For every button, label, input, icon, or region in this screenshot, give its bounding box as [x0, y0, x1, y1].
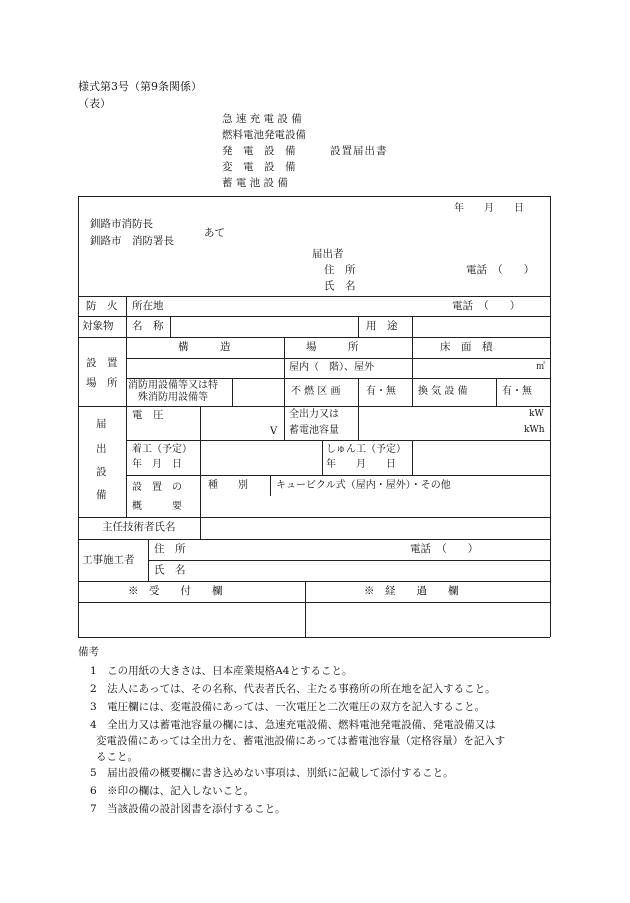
rule — [412, 337, 413, 406]
rule — [78, 316, 550, 317]
fire-target-label-1: 防 火 — [86, 300, 118, 312]
kwh-unit: kWh — [524, 425, 545, 435]
rule — [284, 337, 285, 406]
notifier-label: 届出者 — [312, 248, 344, 260]
note-item-cont: 変電設備にあっては全出力を、蓄電池設備にあっては蓄電池容量（定格容量）を記入す — [96, 735, 506, 747]
notes-heading: 備考 — [78, 646, 99, 658]
equipment-label-1: 届 — [96, 418, 107, 430]
equipment-label-2: 出 — [96, 443, 107, 455]
form-number: 様式第3号（第9条関係） — [78, 80, 202, 93]
rule — [126, 378, 550, 379]
receipt-column-header: ※ 受 付 欄 — [128, 585, 223, 597]
rule — [550, 196, 551, 637]
rule — [78, 337, 550, 338]
rule — [305, 581, 306, 637]
volt-unit: V — [270, 426, 278, 437]
rule — [78, 517, 550, 518]
addressee-station-chief: 釧路市 消防署長 — [90, 235, 174, 247]
contractor-label: 工事施工者 — [82, 554, 135, 566]
rule — [270, 475, 271, 496]
rule — [78, 196, 550, 197]
notifier-name-label: 氏 名 — [324, 280, 356, 292]
voltage-label: 電 圧 — [132, 409, 164, 421]
indoor-outdoor-field: 屋内（ 階）、屋外 — [289, 362, 374, 373]
install-place-label-1: 設 置 — [86, 357, 118, 369]
notifier-address-label: 住 所 — [324, 264, 356, 276]
fire-target-label-2: 対象物 — [82, 320, 114, 332]
ventilation-label: 換 気 設 備 — [418, 386, 468, 397]
completion-date-ymd: 年 月 日 — [326, 459, 396, 470]
location-phone-label: 電話 （ ） — [452, 300, 521, 312]
rule — [412, 440, 413, 475]
progress-column-header: ※ 経 過 欄 — [364, 585, 459, 597]
rule — [200, 406, 201, 517]
place-header: 場 所 — [306, 341, 359, 353]
kind-label: 種 別 — [208, 480, 248, 491]
ate-label: あて — [204, 227, 225, 239]
use-label: 用 途 — [366, 320, 398, 332]
rule — [78, 196, 79, 637]
name-label: 名 称 — [132, 320, 164, 332]
note-item: 1 この用紙の大きさは、日本産業規格A4とすること。 — [90, 665, 353, 677]
note-item-cont: ること。 — [96, 751, 138, 763]
note-item: 2 法人にあっては、その名称、代表者氏名、主たる事務所の所在地を記入すること。 — [90, 683, 496, 695]
addressee-fire-chief: 釧路市消防長 — [90, 218, 153, 230]
title-option-1: 急 速 充 電 設 備 — [222, 113, 302, 125]
rule — [126, 296, 127, 517]
rule — [78, 637, 550, 638]
notifier-phone-label: 電話 （ ） — [466, 264, 535, 276]
chief-engineer-label: 主任技術者氏名 — [102, 521, 176, 533]
kw-unit: kW — [529, 409, 544, 419]
equipment-label-3: 設 — [96, 466, 107, 478]
title-option-2: 燃料電池発電設備 — [222, 129, 306, 141]
total-output-label-1: 全出力又は — [289, 409, 339, 420]
outline-label-1: 設 置 の — [132, 482, 182, 493]
note-item: 5 届出設備の概要欄に書き込めない事項は、別紙に記載して添付すること。 — [90, 767, 454, 779]
note-item: 6 ※印の欄は、記入しないこと。 — [90, 785, 255, 797]
rule — [148, 560, 550, 561]
floor-area-header: 床 面 積 — [440, 341, 493, 353]
kind-value: キュービクル式（屋内・屋外）・その他 — [276, 480, 451, 491]
outline-label-2: 概 要 — [132, 501, 182, 512]
contractor-phone-label: 電話 （ ） — [410, 543, 479, 555]
rule — [358, 316, 359, 337]
structure-header: 構 造 — [178, 341, 231, 353]
contractor-name-label: 氏 名 — [154, 564, 186, 576]
square-meter-unit: ㎡ — [536, 362, 546, 372]
contractor-address-label: 住 所 — [154, 543, 186, 555]
rule — [170, 316, 171, 337]
rule — [358, 378, 359, 406]
rule — [232, 378, 233, 406]
rule — [358, 406, 359, 440]
note-item: 4 全出力又は蓄電池容量の欄には、急速充電設備、燃料電池発電設備、発電設備又は — [90, 719, 496, 731]
rule — [78, 581, 550, 582]
location-label: 所在地 — [132, 300, 164, 312]
rule — [78, 602, 550, 603]
title-option-4: 変 電 設 備 — [222, 161, 296, 173]
side-label: （表） — [78, 97, 111, 110]
rule — [200, 517, 201, 539]
install-place-label-2: 場 所 — [86, 377, 118, 389]
start-date-label: 着工（予定） — [132, 444, 192, 455]
rule — [148, 539, 149, 581]
ventilation-yes-no: 有・無 — [502, 386, 532, 397]
nonflammable-section-label: 不 燃 区 画 — [291, 386, 341, 397]
note-item: 3 電圧欄には、変電設備にあっては、一次電圧と二次電圧の双方を記入すること。 — [90, 701, 486, 713]
fire-equipment-label-2: 殊消防用設備等 — [138, 392, 208, 403]
title-option-3: 発 電 設 備 — [222, 145, 296, 157]
title-option-5: 蓄 電 池 設 備 — [222, 177, 288, 189]
rule — [412, 316, 413, 337]
date-field: 年 月 日 — [454, 203, 524, 214]
rule — [78, 296, 550, 297]
rule — [126, 358, 550, 359]
start-date-ymd: 年 月 日 — [132, 459, 182, 470]
rule — [126, 475, 550, 476]
total-output-label-2: 蓄電池容量 — [289, 425, 339, 436]
note-item: 7 当該設備の設計図書を添付すること。 — [90, 803, 286, 815]
equipment-label-4: 備 — [96, 489, 107, 501]
rule — [284, 406, 285, 440]
fire-equipment-label-1: 消防用設備等又は特 — [128, 380, 218, 391]
completion-date-label: しゅん工（予定） — [326, 444, 406, 455]
title-suffix: 設置届出書 — [330, 145, 388, 157]
rule — [322, 440, 323, 475]
rule — [126, 440, 550, 441]
rule — [496, 378, 497, 406]
rule — [78, 406, 550, 407]
nonflammable-yes-no: 有・無 — [366, 386, 396, 397]
